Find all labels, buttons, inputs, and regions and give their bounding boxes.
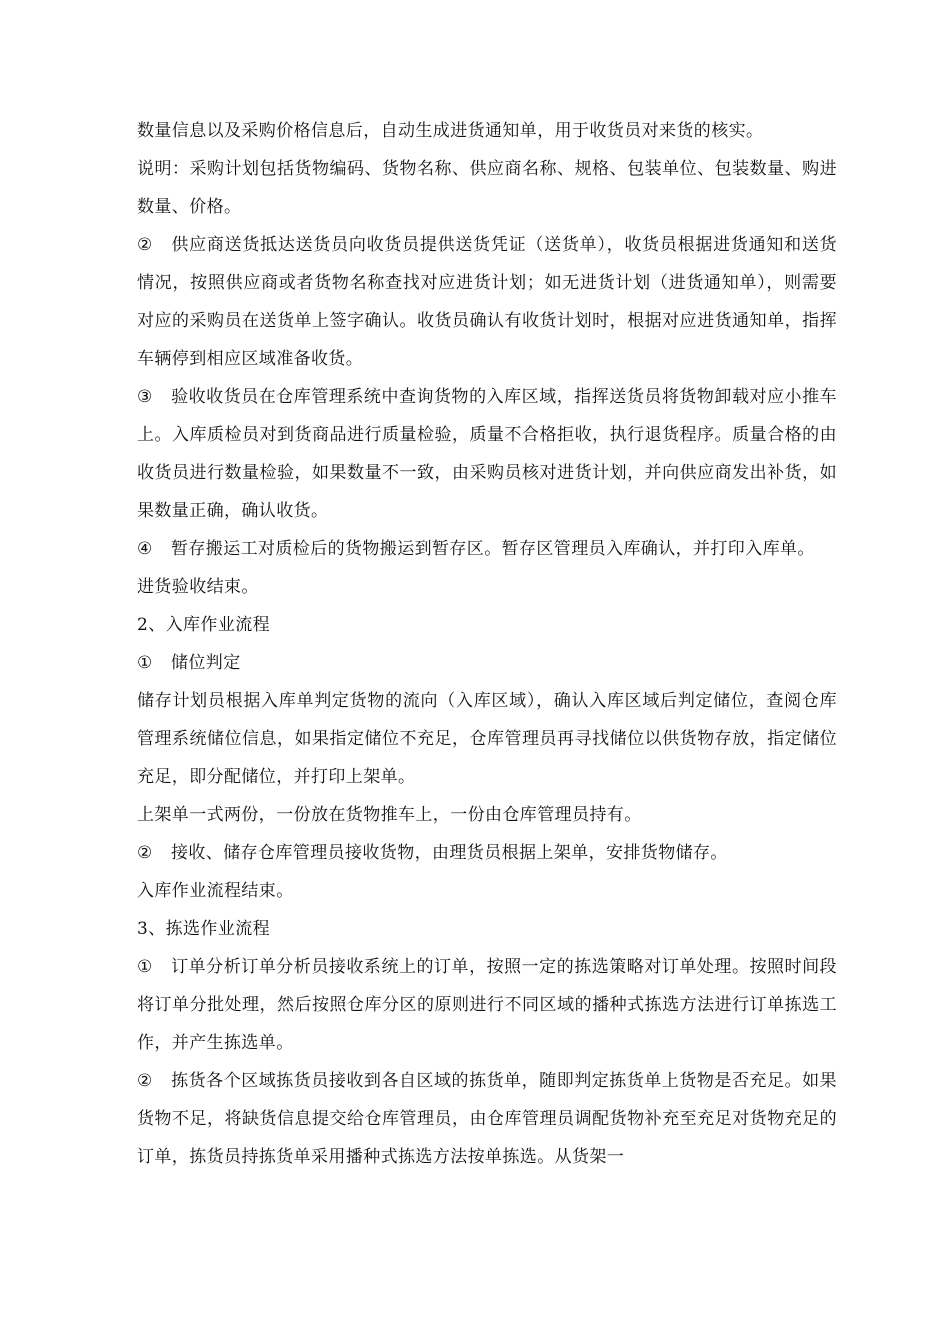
paragraph-text: 储位判定 xyxy=(171,653,241,673)
paragraph-text: 数量信息以及采购价格信息后，自动生成进货通知单，用于收货员对来货的核实。 xyxy=(137,121,764,141)
section-heading-2 xyxy=(137,606,837,644)
paragraph-text: 订单分析订单分析员接收系统上的订单，按照一定的拣选策略对订单处理。按照时间段将订单分批处理，然后按照仓库分区的原则进行不同区域的播种式拣选方法进行订单拣选工作，并产生拣选单。 xyxy=(137,957,837,1053)
paragraph-text: 说明：采购计划包括货物编码、货物名称、供应商名称、规格、包装单位、包装数量、购进数量、价格。 xyxy=(137,159,837,217)
paragraph-4 xyxy=(137,378,837,530)
paragraph-5 xyxy=(137,530,837,568)
paragraph-3 xyxy=(137,226,837,378)
circled-number-marker: ④ xyxy=(137,539,153,559)
paragraph-6 xyxy=(137,568,837,606)
circled-number-marker: ② xyxy=(137,235,153,255)
paragraph-8 xyxy=(137,644,837,682)
circled-number-marker: ③ xyxy=(137,387,153,407)
circled-number-marker: ① xyxy=(137,653,153,673)
paragraph-text: 上架单一式两份，一份放在货物推车上，一份由仓库管理员持有。 xyxy=(137,805,642,825)
paragraph-text: 入库作业流程结束。 xyxy=(137,881,294,901)
paragraph-2 xyxy=(137,150,837,226)
circled-number-marker: ② xyxy=(137,1071,153,1091)
paragraph-text: 供应商送货抵达送货员向收货员提供送货凭证（送货单），收货员根据进货通知和送货情况，按照供应商或者货物名称查找对应进货计划；如无进货计划（进货通知单），则需要对应的采购员在送货单上签字确认。收货员确认有收货计划时，根据对应进货通知单，指挥车辆停到相应区域准备收货。 xyxy=(137,235,837,369)
paragraph-text: 验收收货员在仓库管理系统中查询货物的入库区域，指挥送货员将货物卸载对应小推车上。入库质检员对到货商品进行质量检验，质量不合格拒收，执行退货程序。质量合格的由收货员进行数量检验，如果数量不一致，由采购员核对进货计划，并向供应商发出补货，如果数量正确，确认收货。 xyxy=(137,387,837,521)
section-heading-3 xyxy=(137,910,837,948)
paragraph-1 xyxy=(137,112,837,150)
heading-text: 3、拣选作业流程 xyxy=(137,919,271,939)
circled-number-marker: ① xyxy=(137,957,153,977)
paragraph-text: 进货验收结束。 xyxy=(137,577,259,597)
paragraph-text: 储存计划员根据入库单判定货物的流向（入库区域），确认入库区域后判定储位，查阅仓库管理系统储位信息，如果指定储位不充足，仓库管理员再寻找储位以供货物存放，指定储位充足，即分配储位，并打印上架单。 xyxy=(137,691,837,787)
document-body xyxy=(137,112,837,1176)
heading-text: 2、入库作业流程 xyxy=(137,615,271,635)
circled-number-marker: ② xyxy=(137,843,153,863)
paragraph-9 xyxy=(137,682,837,796)
paragraph-12 xyxy=(137,872,837,910)
paragraph-text: 拣货各个区域拣货员接收到各自区域的拣货单，随即判定拣货单上货物是否充足。如果货物不足，将缺货信息提交给仓库管理员，由仓库管理员调配货物补充至充足对货物充足的订单，拣货员持拣货单采用播种式拣选方法按单拣选。从货架一 xyxy=(137,1071,837,1167)
paragraph-10 xyxy=(137,796,837,834)
paragraph-15 xyxy=(137,1062,837,1176)
paragraph-11 xyxy=(137,834,837,872)
paragraph-text: 接收、储存仓库管理员接收货物，由理货员根据上架单，安排货物储存。 xyxy=(171,843,728,863)
paragraph-text: 暂存搬运工对质检后的货物搬运到暂存区。暂存区管理员入库确认，并打印入库单。 xyxy=(171,539,815,559)
paragraph-14 xyxy=(137,948,837,1062)
